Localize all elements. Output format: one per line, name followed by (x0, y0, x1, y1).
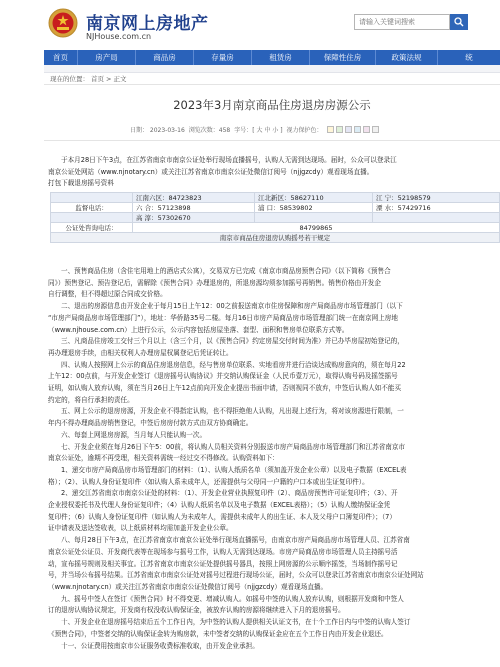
color-swatch-2[interactable] (345, 126, 352, 133)
search-button[interactable] (450, 14, 468, 30)
nav-stats[interactable]: 统 (465, 53, 473, 62)
rule-line: 订的退房认购协议规定，开发商有权没收认购保证金，被放弃认购的房源将继续进入下月的退房摇号。 (48, 606, 345, 615)
rule-line: 年内不得办理商品房销售登记，中签后房房付款方式由双方协商确定。 (48, 419, 253, 428)
nav-policy[interactable]: 政策法规 (376, 50, 438, 65)
nav-affordable-housing[interactable]: 保障性住房 (310, 50, 376, 65)
article-title: 2023年3月南京商品住房退房房源公示 (173, 98, 371, 112)
meta-date: 日期： 2023-03-16 (130, 127, 185, 134)
rule-line: 四、认购人按照网上公示的商品住房退房信息，经与售房单位联系、实地看房并进行洽谈达成购房意向的，须在每月22 (61, 360, 406, 369)
rule-line: 十一、公证费用按南京市公证服务收费标准收取，由开发企业承担。 (61, 641, 259, 650)
rule-line: 企业授权委托书及代理人身份证复印件；（4）认购人纸质名单以及电子数据（EXCEL表格）；（5）认购人缴纳保证金凭 (48, 501, 391, 510)
search-icon (454, 17, 464, 27)
rule-line: 号，并当场公布摇号结果。江苏省南京市南京公证处对摇号过程进行现场公证，届时，公众可以登录江苏省南京市南京公证处网站 (48, 571, 424, 580)
rule-line: 证明，如认购人放弃认购，须在当月26日上午12点前向开发企业提出书面申请，否则视同不放弃，中签后认购人如不能买 (48, 384, 402, 393)
phone-cell: 六 合：57123898 (133, 203, 255, 213)
color-swatch-1[interactable] (336, 126, 343, 133)
rule-line: 十、开发企业在退房摇号结束后五个工作日内，为中签的认购人提供相关认证文书，在十个工作日内与中签的认购人签订 (61, 618, 411, 627)
breadcrumb-prefix: 现在的位置： (50, 75, 89, 83)
color-swatch-4[interactable] (363, 126, 370, 133)
search-input[interactable] (354, 14, 450, 30)
phone-cell: 高 淳：57302670 (133, 213, 255, 223)
notary-phone-label: 公证处咨询电话： (51, 223, 133, 233)
phone-cell: 江北新区：58627110 (255, 193, 373, 203)
phone-cell: 溧 水：57429716 (373, 203, 500, 213)
site-header (0, 0, 500, 48)
rule-line: “市房产局商品房市场管理部门”），地址：华侨路35号二楼。每月16日市房产局商品房市场管理部门统一在南京网上房地 (48, 313, 398, 322)
sub-nav-strip (44, 65, 500, 73)
rule-line: 二、退出的房源信息由开发企业于每月15日上午12：00之前报送南京市住房保障和房产局商品房市场管理部门（以下 (61, 302, 403, 311)
phone-cell: 浦 口：58539802 (255, 203, 373, 213)
eye-care-swatches (327, 126, 381, 133)
nav-home[interactable]: 首页 (44, 50, 78, 65)
rule-line: （www.njhouse.com.cn）上进行公示，公示内容包括房屋坐落、套型、面积和售房单位联系方式等。 (48, 325, 349, 334)
meta-eye-care: 视力保护色： (286, 127, 323, 134)
rule-line: 三、凡商品住房竣工交付三个月以上（含三个月，以《预售合同》约定房屋交付时间为准）并已办毕房屋初始登记的， (61, 337, 404, 346)
download-link[interactable]: 打包下载退房摇号资料 (48, 179, 114, 188)
rule-line: 《预售合同》，中签者交纳的认购保证金转为购房款，未中签者交纳的认购保证金应在五个工作日内由开发企业退还。 (48, 629, 388, 638)
nav-commercial-housing[interactable]: 商品房 (136, 50, 194, 65)
rule-line: 上午12：00点前，与开发企业签订《退房摇号认购协议》并交纳认购保证金（人民币壹万元），取得认购号码及摇签摇号 (48, 372, 398, 381)
rule-line: 八、每月28日下午3点，在江苏省南京市南京公证处举行现场直播摇号，由南京市房产局商品房市场管理人员、江苏省南 (61, 536, 410, 545)
divider (44, 140, 500, 141)
rule-line: （www.njnotary.cn）或关注江苏省南京市南京公证处微信订阅号（njjgzcdy）观看现场直播。 (48, 582, 328, 591)
rule-line: 再办理退房手续，由相关权利人办理房屋权属登记后凭证转让。 (48, 348, 233, 357)
article-meta (130, 125, 385, 134)
rule-line: 自行调整，但不得超过原合同成交价格。 (48, 290, 167, 299)
supervision-phone-label: 监督电话： (51, 203, 133, 213)
phone-cell: 江南六区：84723823 (133, 193, 255, 203)
breadcrumb-separator: > (106, 75, 112, 83)
breadcrumb (50, 74, 128, 83)
notary-phone-value: 84799865 (133, 223, 500, 233)
breadcrumb-current: 正文 (113, 75, 127, 83)
divider (44, 84, 500, 85)
color-swatch-5[interactable] (372, 126, 379, 133)
national-emblem-icon (48, 8, 78, 38)
nav-rental-housing[interactable]: 租赁房 (252, 50, 310, 65)
contact-table (50, 192, 500, 243)
rules-body (48, 266, 500, 652)
rules-heading: 南京市商品住房退房认购摇号若干规定 (51, 233, 500, 243)
rule-line: 2、递交江苏省南京市南京公证处的材料：（1）、开发企业营业执照复印件（2）、商品房预售许可证复印件；（3）、开 (61, 489, 398, 498)
meta-views: 浏览次数：458 (188, 127, 231, 134)
intro-line: 于本月28日下午3点，在江苏省南京市南京公证处举行现场直播摇号，认购人无需到达现场。届时，公众可以登录江 (61, 156, 397, 164)
site-domain: NJHouse.com.cn (86, 32, 152, 41)
rule-line: 六、每套上网退房房源，当月每人只能认购一次。 (61, 430, 207, 439)
rule-line: 九、摇号中签人在签订《预售合同》时不得变更、增减认购人。如摇号中签的认购人放弃认购，则根据开发商和中签人 (61, 594, 404, 603)
phone-cell (373, 213, 500, 223)
rule-line: 五、网上公示的退房房源，开发企业不得指定认购，也不得拒绝他人认购，凡出现上述行为，将对该房源进行限制，一 (61, 407, 404, 416)
rule-line: 七、开发企业须在每月26日下午5：00前，将认购人员相关资料分别报送市房产局商品房市场管理部门和江苏省南京市 (61, 442, 406, 451)
color-swatch-3[interactable] (354, 126, 361, 133)
site-title[interactable]: 南京网上房地产 (86, 14, 209, 34)
rule-line: 证申请表及送达签收表，以上纸质材料均需加盖开发企业公章。 (48, 524, 233, 533)
nav-housing-bureau[interactable]: 房产局 (78, 50, 136, 65)
rule-line: 约定的，将自行承担的责任。 (48, 395, 134, 404)
main-nav (44, 50, 500, 65)
article-intro (48, 155, 500, 190)
rule-line: 复印件；（6）认购人身份证复印件（如认购人为未成年人，需提供未成年人的出生证、本人及父母户口簿复印件）；（7） (48, 512, 396, 521)
rule-line: 动，宣布摇号规则及相关事宜。江苏省南京市南京公证处提供摇号器具，按照上网房源的公示顺序摇签，当场制作摇号记 (48, 559, 398, 568)
rule-line: 格）；（2）、认购人身份证复印件（如认购人系未成年人，还需提供与父母同一户籍的户口本或出生证复印件）。 (48, 477, 369, 486)
rule-line: 1、递交市房产局商品房市场管理部门的材料：（1）、认购人纸质名单（须加盖开发企业公章）以及电子数据（EXCEL表 (61, 465, 407, 474)
breadcrumb-home[interactable]: 首页 (91, 75, 104, 83)
rule-line: 一、预售商品住房（含住宅用地上的酒店式公寓），交易双方已完成《南京市商品房预售合同》（以下简称《预售合 (61, 267, 391, 275)
meta-font-size[interactable]: 字号：[ 大 中 小 ] (234, 127, 283, 134)
nav-existing-housing[interactable]: 存量房 (194, 50, 252, 65)
rule-line: 南京公证处，逾期不再受理，相关资料需统一经过交不得修改。认购资料如下： (48, 454, 279, 463)
rule-line: 南京公证处公证员、开发商代表等在现场参与摇号工作，认购人无需到达现场。市房产局商品房市场管理人员主持摇号活 (48, 547, 398, 556)
color-swatch-0[interactable] (327, 126, 334, 133)
intro-line: 南京公证处网站（www.njnotary.cn）或关注江苏省南京市南京公证处微信订阅号（njjgzcdy）观看现场直播。 (48, 167, 374, 176)
phone-cell: 江 宁：52198579 (373, 193, 500, 203)
phone-cell (255, 213, 373, 223)
rule-line: 同》）预售登记、预告登记后，需解除《预售合同》办理退房的，所退房源均须参加摇号再销售。销售价格由开发企 (48, 278, 381, 287)
